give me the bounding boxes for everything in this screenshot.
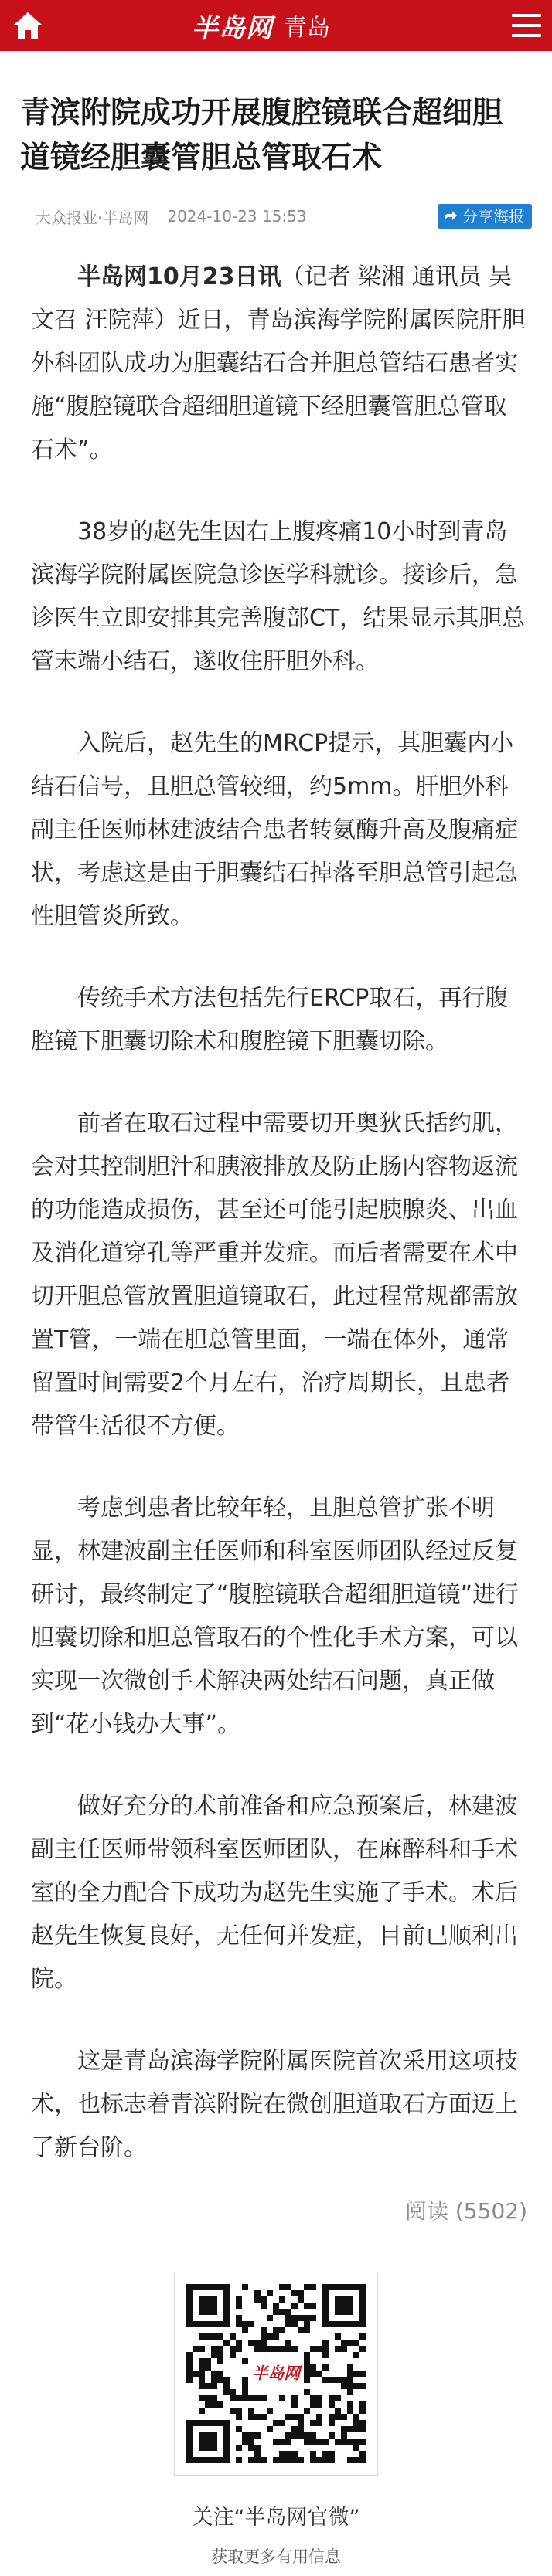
qr-caption: 关注“半岛网官微” — [192, 2506, 360, 2530]
article-date: 2024-10-23 15:53 — [167, 207, 307, 226]
home-icon[interactable] — [12, 11, 43, 40]
paragraph: 这是青岛滨海学院附属医院首次采用这项技术，也标志着青滨附院在微创胆道取石方面迈上了新台阶。 — [31, 2048, 518, 2161]
article-meta — [36, 201, 532, 232]
paragraph: 38岁的赵先生因右上腹疼痛10小时到青岛滨海学院附属医院急诊医学科就诊。接诊后，急诊医生立即安排其完善腹部CT，结果显示其胆总管末端小结石，遂收住肝胆外科。 — [31, 518, 526, 675]
article-title: 青滨附院成功开展腹腔镜联合超细胆道镜经胆囊管胆总管取石术 — [20, 96, 503, 175]
paragraph: 考虑到患者比较年轻，且胆总管扩张不明显，林建波副主任医师和科室医师团队经过反复研讨，最终制定了“腹腔镜联合超细胆道镜”进行胆囊切除和胆总管取石的个性化手术方案，可以实现一次微创手术解决两处结石问题，真正做到“花小钱办大事”。 — [31, 1495, 520, 1738]
city-label[interactable]: 青岛 — [284, 15, 330, 42]
site-logo[interactable]: 半岛网 — [192, 12, 273, 44]
qr-logo-badge: 半岛网 — [251, 2363, 301, 2383]
paragraph: 半岛网10月23日讯（记者 梁湘 通讯员 吴文召 汪院萍）近日，青岛滨海学院附属医院肝胆外科团队成功为胆囊结石合并胆总管结石患者实施“腹腔镜联合超细胆道镜下经胆囊管胆总管取石术”。 — [31, 263, 526, 463]
share-icon — [444, 210, 458, 222]
share-poster-button[interactable] — [438, 204, 532, 229]
article-body — [31, 256, 527, 2170]
dateline: 半岛网10月23日讯 — [77, 263, 281, 290]
qr-code — [174, 2272, 378, 2476]
read-count: 阅读 (5502) — [404, 2198, 527, 2224]
paragraph: 做好充分的术前准备和应急预案后，林建波副主任医师带领科室医师团队，在麻醉科和手术室的全力配合下成功为赵先生实施了手术。术后赵先生恢复良好，无任何并发症，目前已顺利出院。 — [31, 1793, 518, 1993]
hamburger-menu-icon[interactable] — [512, 14, 541, 37]
paragraph: 传统手术方法包括先行ERCP取石，再行腹腔镜下胆囊切除术和腹腔镜下胆囊切除。 — [31, 985, 509, 1055]
paragraph: 入院后，赵先生的MRCP提示，其胆囊内小结石信号，且胆总管较细，约5mm。肝胆外科副主任医师林建波结合患者转氨酶升高及腹痛症状，考虑这是由于胆囊结石掉落至胆总管引起急性胆管炎所致。 — [31, 730, 518, 930]
share-poster-label: 分享海报 — [462, 207, 524, 226]
brand[interactable] — [192, 0, 330, 51]
paragraph: 前者在取石过程中需要切开奥狄氏括约肌，会对其控制胆汁和胰液排放及防止肠内容物返流的功能造成损伤，甚至还可能引起胰腺炎、出血及消化道穿孔等严重并发症。而后者需要在术中切开胆总管放置胆道镜取石，此过程常规都需放置T管，一端在胆总管里面，一端在体外，通常留置时间需要2个月左右，治疗周期长，且患者带管生活很不方便。 — [31, 1110, 518, 1440]
top-bar — [0, 0, 552, 51]
qr-subcaption: 获取更多有用信息 — [211, 2547, 341, 2566]
article-source: 大众报业·半岛网 — [36, 208, 149, 227]
